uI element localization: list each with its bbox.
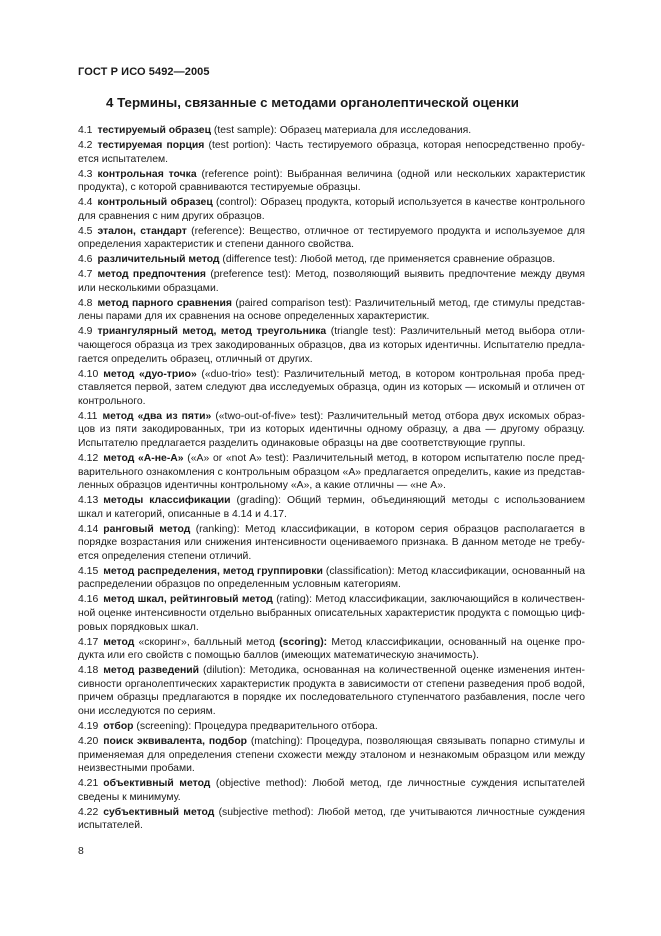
term-name: контрольный образец xyxy=(97,197,213,209)
term-number: 4.22 xyxy=(78,806,99,818)
term-entry xyxy=(78,806,585,833)
term-name: триангулярный метод, метод треугольника xyxy=(97,326,327,338)
term-entry xyxy=(78,593,585,634)
term-name: отбор xyxy=(103,720,134,732)
term-number: 4.3 xyxy=(78,168,93,180)
term-definition: (dilution): Методика, основанная на количественной оценке изменения интенсивности органолептических характеристик продукта в зависимости от степени разведения проб водой, причем образцы предлагаются в порядке их последовательного ступенчатого разбавления, после чего они исследуются по сериям. xyxy=(78,665,585,717)
term-definition: (subjective method): Любой метод, где учитываются личностные суждения испытателей. xyxy=(78,806,585,832)
term-number: 4.19 xyxy=(78,720,99,732)
term-entry xyxy=(78,225,585,252)
terms-list xyxy=(78,124,585,833)
term-number: 4.16 xyxy=(78,594,99,606)
term-entry xyxy=(78,325,585,366)
term-entry xyxy=(78,196,585,223)
term-definition: (screening): Процедура предварительного отбора. xyxy=(133,720,378,732)
term-name: объективный метод xyxy=(103,778,211,790)
term-entry xyxy=(78,297,585,324)
term-name: тестируемая порция xyxy=(97,139,205,151)
term-definition: (test portion): Часть тестируемого образца, которая непосредственно пробуется испытателем. xyxy=(78,139,585,165)
term-number: 4.18 xyxy=(78,665,99,677)
term-number: 4.14 xyxy=(78,523,99,535)
term-definition: («A» or «not A» test): Различительный метод, в котором испытателю после предварительного ознакомления с контрольным образцом «А» предлагается определить, какие из представленных образцов идентичны контрольному «А», а какие отличны — «не А». xyxy=(78,452,586,492)
section-title: 4 Термины, связанные с методами органолептической оценки xyxy=(106,95,519,110)
term-definition: «скоринг», балльный метод xyxy=(134,636,280,648)
term-definition: (classification): Метод классификации, основанный на распределении образцов по определенным условным категориям. xyxy=(78,565,585,591)
term-name: метод «А-не-А» xyxy=(103,452,184,464)
term-entry xyxy=(78,494,585,521)
page-number: 8 xyxy=(78,845,84,857)
term-entry xyxy=(78,268,585,295)
term-definition: Метод классификации, основанный на оценке продукта или его свойств с помощью баллов (имеющих математическую значимость). xyxy=(78,636,585,662)
term-entry xyxy=(78,253,585,267)
term-name: метод предпочтения xyxy=(97,269,206,281)
term-name: субъективный метод xyxy=(103,806,215,818)
term-definition: (reference): Вещество, отличное от тестируемого продукта и используемое для определения характеристик и степени данного свойства. xyxy=(78,225,585,251)
term-number: 4.7 xyxy=(78,269,93,281)
term-number: 4.8 xyxy=(78,297,93,309)
term-number: 4.20 xyxy=(78,735,99,747)
term-definition: (grading): Общий термин, объединяющий методы с использованием шкал и категорий, описанные в 4.14 и 4.17. xyxy=(78,495,585,520)
term-entry xyxy=(78,777,585,804)
term-number: 4.21 xyxy=(78,778,99,790)
term-name: метод разведений xyxy=(103,665,200,677)
term-definition: (triangle test): Различительный метод выбора отличающегося образца из трех закодированных образцов, два из которых идентичны. Испытателю предлагается определить образец, отличный от других. xyxy=(78,326,585,365)
term-entry xyxy=(78,410,585,451)
term-number: 4.9 xyxy=(78,326,93,338)
term-name: контрольная точка xyxy=(97,168,197,180)
term-entry xyxy=(78,139,585,166)
term-definition: (difference test): Любой метод, где применяется сравнение образцов. xyxy=(219,254,556,266)
term-definition: (rating): Метод классификации, заключающийся в количественной оценке интенсивности отдельно выбранных описательных характеристик продукта с помощью цифровых порядковых шкал. xyxy=(78,594,585,633)
term-definition: (preference test): Метод, позволяющий выявить предпочтение между двумя или несколькими образцами. xyxy=(78,269,585,294)
term-definition: («two-out-of-five» test): Различительный метод отбора двух искомых образцов из пяти закодированных, три из которых идентичны одному образцу, а два — другому образцу. Испытателю предлагается разделить одинаковые образцы на две соответствующие группы. xyxy=(78,410,586,449)
term-name: метод xyxy=(103,636,135,648)
term-number: 4.6 xyxy=(78,254,93,266)
term-entry xyxy=(78,124,585,138)
term-entry xyxy=(78,523,585,564)
term-definition: (objective method): Любой метод, где личностные суждения испытателей сведены к минимуму. xyxy=(78,778,585,803)
term-name: метод шкал, рейтинговый метод xyxy=(103,594,273,606)
term-entry xyxy=(78,735,585,776)
term-number: 4.11 xyxy=(78,410,98,422)
term-number: 4.13 xyxy=(78,495,99,507)
term-name: тестируемый образец xyxy=(97,125,211,136)
term-number: 4.15 xyxy=(78,565,99,577)
term-number: 4.2 xyxy=(78,139,93,151)
term-name: метод парного сравнения xyxy=(97,297,232,309)
term-name: ранговый метод xyxy=(103,523,191,535)
term-name: методы классификации xyxy=(103,495,231,507)
term-entry xyxy=(78,168,585,195)
term-definition: (control): Образец продукта, который используется в качестве контрольного для сравнения с ним других образцов. xyxy=(78,197,585,222)
term-number: 4.4 xyxy=(78,197,93,209)
term-number: 4.5 xyxy=(78,225,93,237)
term-name: эталон, стандарт xyxy=(97,225,187,237)
term-name: поиск эквивалента, подбор xyxy=(103,735,248,747)
term-number: 4.1 xyxy=(78,125,93,136)
term-definition: (paired comparison test): Различительный метод, где стимулы представлены парами для их сравнения на основе определенных характеристик. xyxy=(78,297,585,323)
term-entry xyxy=(78,565,585,592)
term-definition: (test sample): Образец материала для исследования. xyxy=(210,125,472,136)
term-name: метод «два из пяти» xyxy=(102,410,212,422)
term-number: 4.10 xyxy=(78,368,99,380)
term-entry xyxy=(78,664,585,718)
term-definition: (reference point): Выбранная величина (одной или нескольких характеристик продукта), с которой сравниваются тестируемые образцы. xyxy=(78,168,585,194)
term-definition: («duo-trio» test): Различительный метод, в котором контрольная проба представляется первой, затем следуют два исследуемых образца, один из которых — искомый и отличен от контрольного. xyxy=(78,368,586,407)
term-name: метод «дуо-трио» xyxy=(103,368,197,380)
term-definition: (matching): Процедура, позволяющая связывать попарно стимулы и применяемая для определения степени схожести между эталоном и незнакомым образцом или между неизвестными пробами. xyxy=(78,735,585,775)
term-entry xyxy=(78,636,585,663)
term-name: (scoring): xyxy=(279,636,328,648)
term-definition: (ranking): Метод классификации, в котором серия образцов располагается в порядке возрастания или снижения интенсивности оцениваемого признака. В данном методе не требуется определения степени отличий. xyxy=(78,523,585,562)
term-entry xyxy=(78,720,585,734)
document-header: ГОСТ Р ИСО 5492—2005 xyxy=(78,66,210,78)
term-entry xyxy=(78,452,585,493)
term-entry xyxy=(78,368,585,409)
term-name: различительный метод xyxy=(97,254,220,266)
term-number: 4.17 xyxy=(78,636,99,648)
term-name: метод распределения, метод группировки xyxy=(103,565,323,577)
term-number: 4.12 xyxy=(78,452,99,464)
